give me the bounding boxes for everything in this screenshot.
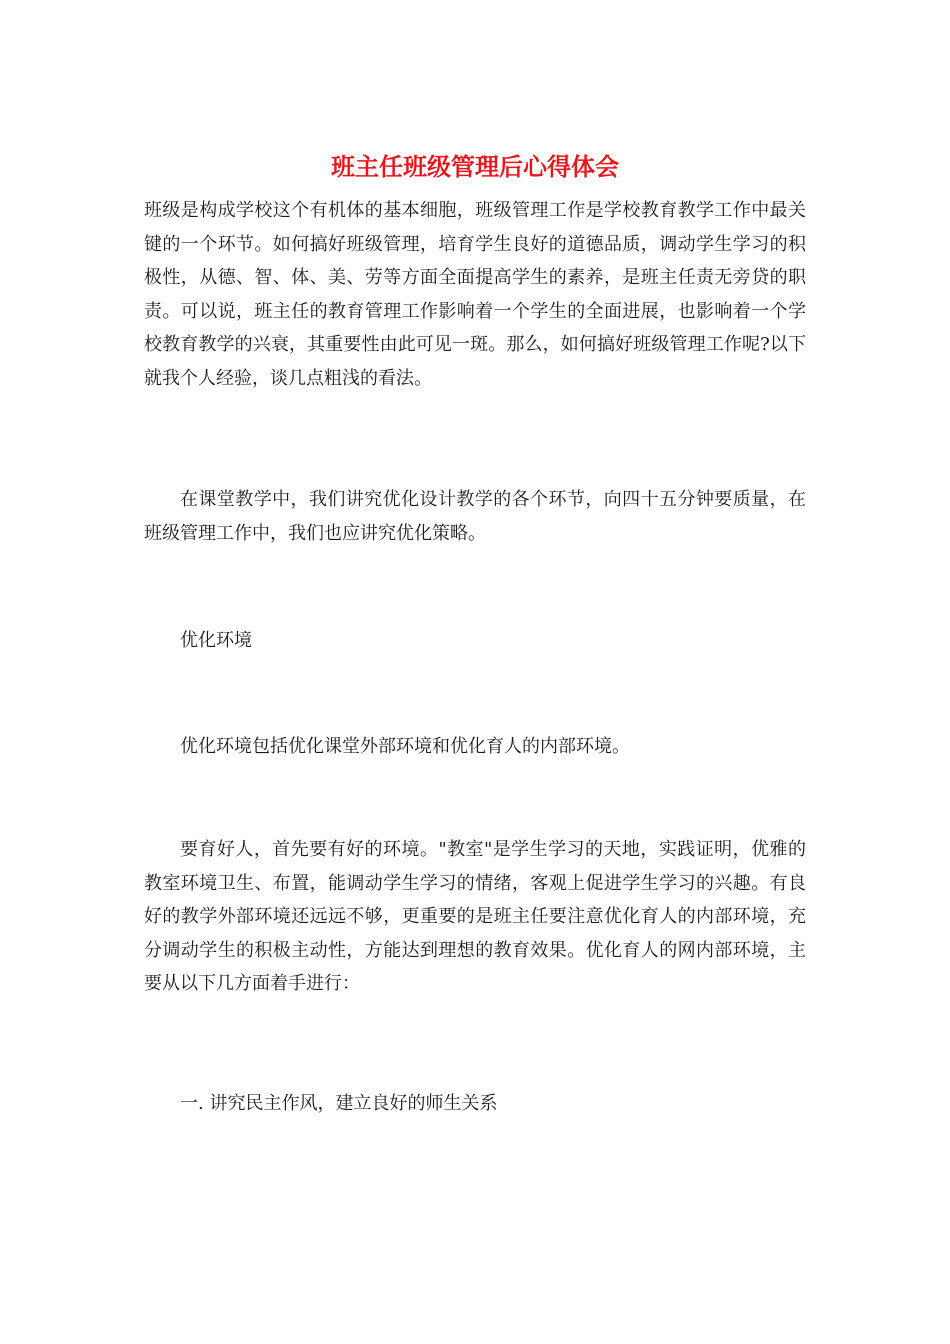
section-heading-optimize-environment: 优化环境 <box>180 630 252 651</box>
paragraph-intro: 班级是构成学校这个有机体的基本细胞，班级管理工作是学校教育教学工作中最关键的一个环节。如何搞好班级管理，培育学生良好的道德品质，调动学生学习的积极性，从德、智、体、美、劳等方面全面提高学生的素养，是班主任责无旁贷的职责。可以说，班主任的教育管理工作影响着一个学生的全面进展，也影响着一个学校教育教学的兴衰，其重要性由此可见一斑。那么，如何搞好班级管理工作呢?以下就我个人经验，谈几点粗浅的看法。 <box>144 200 806 389</box>
document-title: 班主任班级管理后心得体会 <box>331 152 619 181</box>
paragraph-good-environment: 要育好人，首先要有好的环境。"教室"是学生学习的天地，实践证明，优雅的教室环境卫生、布置，能调动学生学习的情绪，客观上促进学生学习的兴趣。有良好的教学外部环境还远远不够，更重要的是班主任要注意优化育人的内部环境，充分调动学生的积极主动性，方能达到理想的教育效果。优化育人的网内部环境，主要从以下几方面着手进行： <box>144 839 806 994</box>
section-heading-democratic-style: 一. 讲究民主作风，建立良好的师生关系 <box>180 1093 498 1114</box>
paragraph-classroom-teaching: 在课堂教学中，我们讲究优化设计教学的各个环节，向四十五分钟要质量，在班级管理工作中，我们也应讲究优化策略。 <box>144 489 806 544</box>
paragraph-environment-scope: 优化环境包括优化课堂外部环境和优化育人的内部环境。 <box>180 736 630 757</box>
